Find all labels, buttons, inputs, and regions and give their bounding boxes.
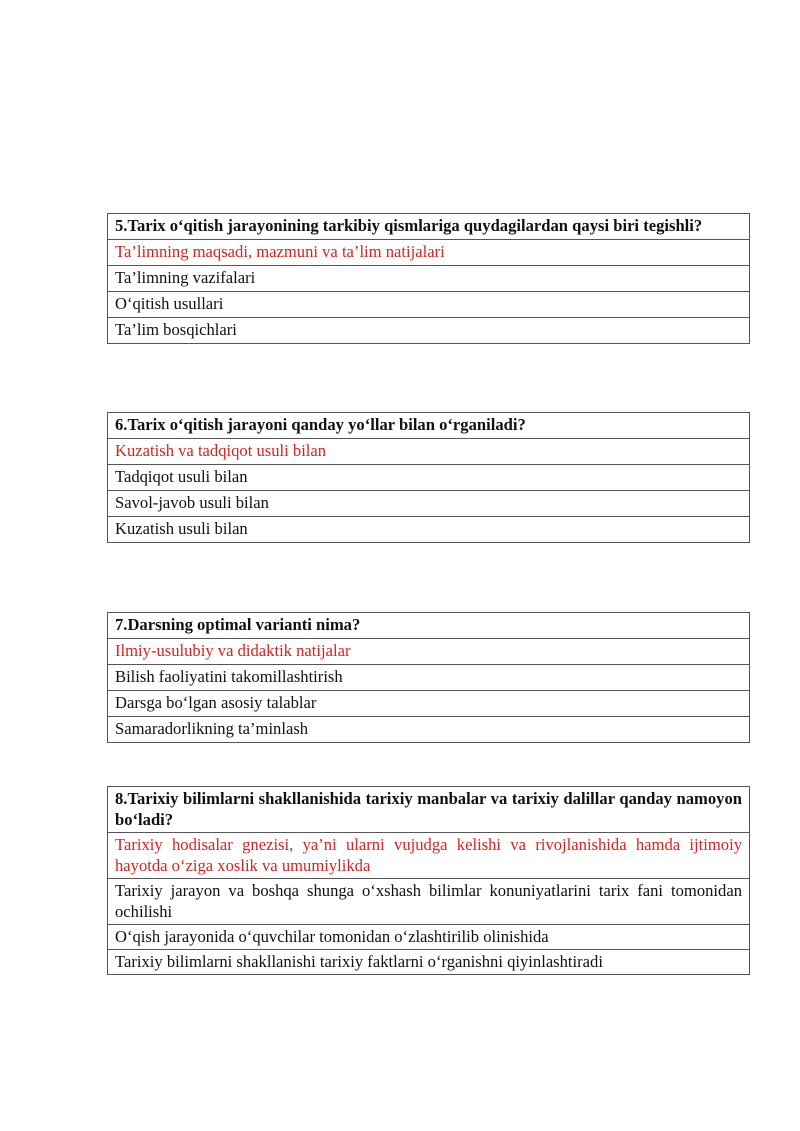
answer-option: Kuzatish usuli bilan bbox=[108, 517, 750, 543]
answer-option: Savol-javob usuli bilan bbox=[108, 491, 750, 517]
question-table-5 bbox=[107, 213, 750, 344]
answer-option: O‘qitish usullari bbox=[108, 292, 750, 318]
question-table-6 bbox=[107, 412, 750, 543]
question-text: 6.Tarix o‘qitish jarayoni qanday yo‘llar bilan o‘rganiladi? bbox=[108, 413, 750, 439]
question-text: 5.Tarix o‘qitish jarayonining tarkibiy qismlariga quydagilardan qaysi biri tegishli? bbox=[108, 214, 750, 240]
question-table-8 bbox=[107, 786, 750, 975]
answer-option: Samaradorlikning ta’minlash bbox=[108, 717, 750, 743]
answer-option: O‘qish jarayonida o‘quvchilar tomonidan o‘zlashtirilib olinishida bbox=[108, 925, 750, 950]
answer-option: Tarixiy jarayon va boshqa shunga o‘xshash bilimlar konuniyatlarini tarix fani tomonidan ochilishi bbox=[108, 879, 750, 925]
answer-option: Ta’limning vazifalari bbox=[108, 266, 750, 292]
answer-option: Tadqiqot usuli bilan bbox=[108, 465, 750, 491]
question-table-7 bbox=[107, 612, 750, 743]
answer-option: Bilish faoliyatini takomillashtirish bbox=[108, 665, 750, 691]
correct-answer-option: Ta’limning maqsadi, mazmuni va ta’lim natijalari bbox=[108, 240, 750, 266]
question-text: 8.Tarixiy bilimlarni shakllanishida tarixiy manbalar va tarixiy dalillar qanday namoyon bo‘ladi? bbox=[108, 787, 750, 833]
correct-answer-option: Tarixiy hodisalar gnezisi, ya’ni ularni vujudga kelishi va rivojlanishida hamda ijtimoiy hayotda o‘ziga xoslik va umumiylikda bbox=[108, 833, 750, 879]
answer-option: Darsga bo‘lgan asosiy talablar bbox=[108, 691, 750, 717]
question-text: 7.Darsning optimal varianti nima? bbox=[108, 613, 750, 639]
correct-answer-option: Ilmiy-usulubiy va didaktik natijalar bbox=[108, 639, 750, 665]
answer-option: Ta’lim bosqichlari bbox=[108, 318, 750, 344]
correct-answer-option: Kuzatish va tadqiqot usuli bilan bbox=[108, 439, 750, 465]
answer-option: Tarixiy bilimlarni shakllanishi tarixiy faktlarni o‘rganishni qiyinlashtiradi bbox=[108, 950, 750, 975]
